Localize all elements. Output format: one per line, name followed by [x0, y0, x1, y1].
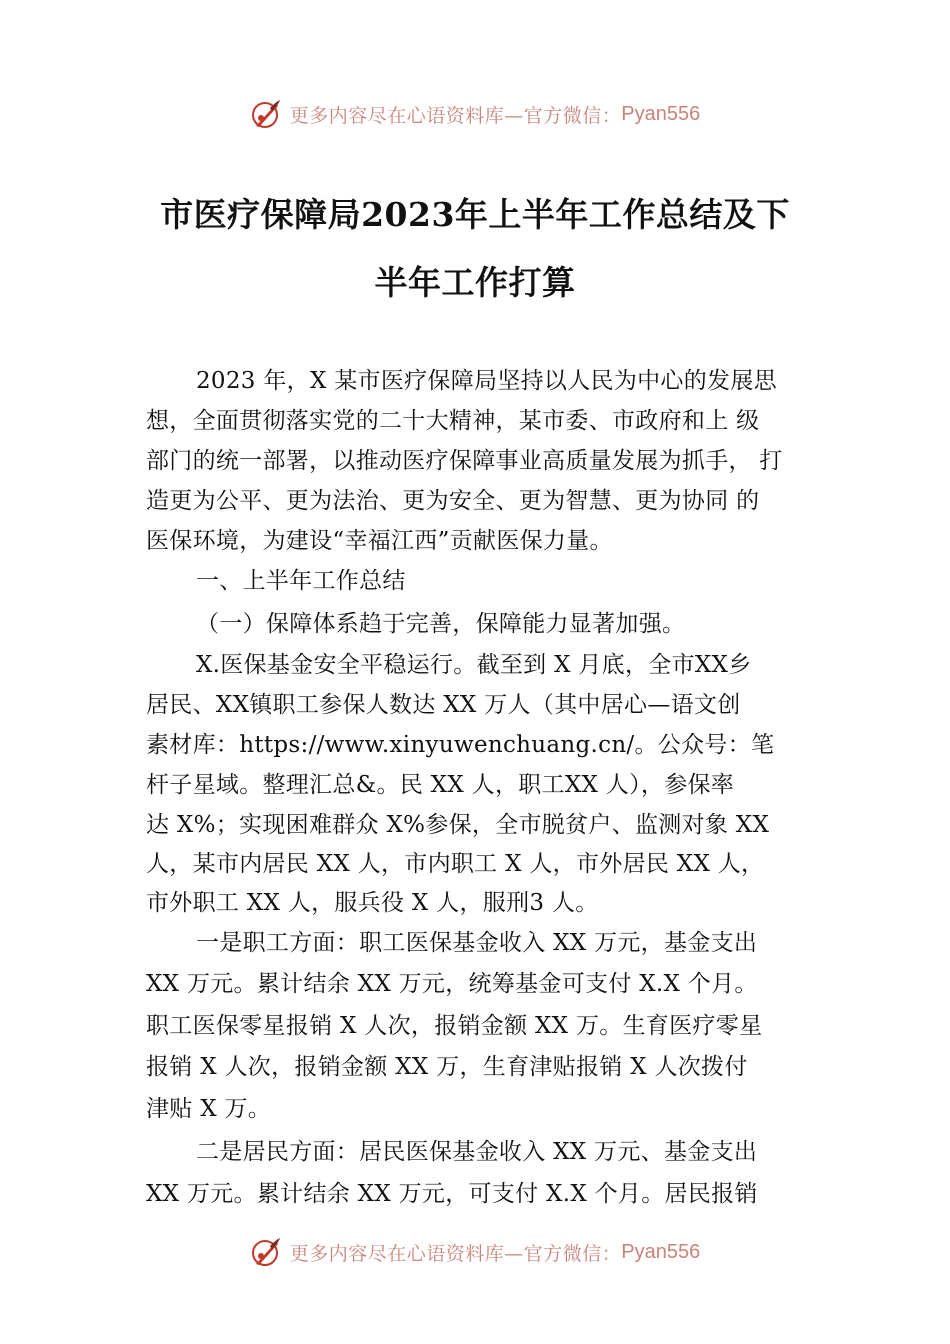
body-line: 职工医保零星报销 X 人次，报销金额 XX 万。生育医疗零星 — [146, 1013, 763, 1039]
section-heading: 一、上半年工作总结 — [196, 568, 406, 594]
body-line: 2023 年，X 某市医疗保障局坚持以人民为中心的发展思 — [196, 368, 777, 394]
watermark-handle: Pyan556 — [621, 1240, 701, 1263]
watermark-text: 更多内容尽在心语资料库—官方微信： — [289, 1242, 622, 1265]
body-line: 二是居民方面：居民医保基金收入 XX 万元、基金支出 — [196, 1139, 758, 1165]
watermark-banner-bottom — [0, 1232, 950, 1272]
body-line: 市外职工 XX 人，服兵役 X 人，服刑3 人。 — [146, 890, 599, 916]
quill-seal-icon — [250, 98, 282, 130]
body-line: 一是职工方面：职工医保基金收入 XX 万元，基金支出 — [196, 930, 758, 956]
body-line: 人，某市内居民 XX 人，市内职工 X 人，市外居民 XX 人， — [146, 851, 765, 877]
body-line: 居民、XX镇职工参保人数达 XX 万人（其中居心—语文创 — [146, 692, 741, 718]
body-line: 达 X%；实现困难群众 X%参保，全市脱贫户、监测对象 XX — [146, 812, 770, 838]
body-line: 想，全面贯彻落实党的二十大精神，某市委、市政府和上 级 — [146, 408, 760, 434]
body-line: 津贴 X 万。 — [146, 1096, 272, 1122]
body-line: XX 万元。累计结余 XX 万元，可支付 X.X 个月。居民报销 — [146, 1181, 758, 1207]
body-line: X.医保基金安全平稳运行。截至到 X 月底，全市XX乡 — [196, 652, 752, 678]
body-line: 报销 X 人次，报销金额 XX 万，生育津贴报销 X 人次拨付 — [146, 1054, 748, 1080]
watermark-banner-top — [0, 94, 950, 134]
watermark-text: 更多内容尽在心语资料库—官方微信： — [289, 104, 622, 127]
quill-seal-icon — [250, 1236, 282, 1268]
document-title-line-1: 市医疗保障局2023年上半年工作总结及下 — [160, 195, 790, 234]
body-line: 杆子星域。整理汇总&。民 XX 人，职工XX 人），参保率 — [146, 772, 735, 798]
body-line: 素材库：https://www.xinyuwenchuang.cn/。公众号：笔 — [146, 732, 775, 758]
body-line: 造更为公平、更为法治、更为安全、更为智慧、更为协同 的 — [146, 488, 760, 514]
document-title-line-2: 半年工作打算 — [374, 263, 576, 302]
body-line: XX 万元。累计结余 XX 万元，统筹基金可支付 X.X 个月。 — [146, 971, 758, 997]
body-line: 医保环境，为建设“幸福江西”贡献医保力量。 — [146, 528, 613, 554]
watermark-handle: Pyan556 — [621, 102, 701, 125]
body-line: 部门的统一部署，以推动医疗保障事业高质量发展为抓手， 打 — [146, 448, 783, 474]
subsection-heading: （一）保障体系趋于完善，保障能力显著加强。 — [196, 611, 686, 637]
